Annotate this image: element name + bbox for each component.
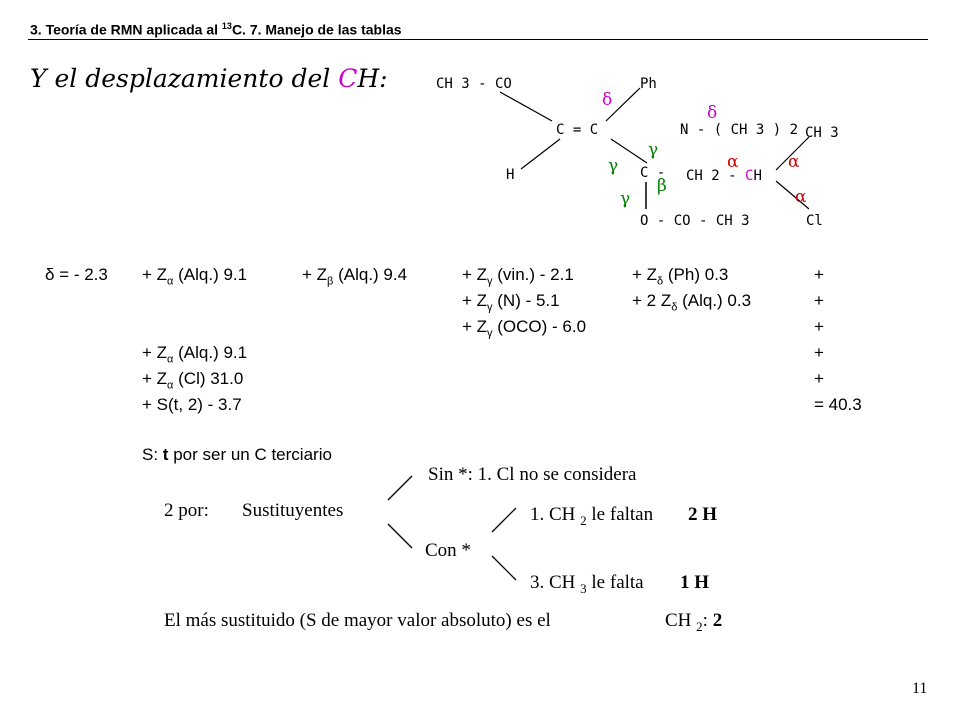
eq-result: = 40.3 <box>814 395 862 414</box>
tree-sustituyentes: Sustituyentes <box>242 500 344 521</box>
tree-two-por: 2 por: <box>164 500 209 521</box>
tree-item-ch3-count: 1 H <box>680 572 710 593</box>
conclusion-text: El más sustituido (S de mayor valor absoluto) es el <box>164 610 551 631</box>
eq-term-z: + 2 Z <box>632 291 672 310</box>
answer-sub: 2 <box>696 618 703 634</box>
item-ch3-rest: le falta <box>586 572 644 593</box>
title-h: H <box>357 64 380 93</box>
note-prefix: S: <box>142 445 163 464</box>
tree-item-ch2-count: 2 H <box>688 504 718 525</box>
tree-sin: Sin *: 1. Cl no se considera <box>428 464 637 485</box>
gamma-marker-1: γ <box>648 140 659 160</box>
tree-item-ch3 <box>530 572 644 597</box>
eq-plus-3: + <box>814 317 824 336</box>
title-colon: : <box>379 64 388 93</box>
eq-sub: α <box>167 275 174 288</box>
eq-term-z: + Z <box>302 265 328 284</box>
gamma-marker-3: γ <box>620 189 631 209</box>
eq-term-z: + Z <box>142 265 168 284</box>
eq-plus-1: + <box>814 265 824 284</box>
eq-term-value: (Alq.) 9.1 <box>173 265 248 284</box>
note-bold-t: t <box>162 445 169 464</box>
item-ch2-sub: 2 <box>580 512 587 528</box>
eq-sub: β <box>327 275 334 288</box>
item-ch2-text: 1. CH <box>530 504 581 525</box>
alpha-marker-1: α <box>727 152 739 172</box>
gamma-marker-2: γ <box>608 156 619 176</box>
conclusion-answer <box>665 610 722 635</box>
ch3co-label: CH 3 - CO <box>436 76 512 92</box>
eq-term-z: + Z <box>142 369 168 388</box>
eq-plus-4: + <box>814 343 824 362</box>
tree-item-ch2 <box>530 504 653 529</box>
item-ch2-rest: le faltan <box>586 504 654 525</box>
eq-sub: γ <box>487 275 493 288</box>
ph-label: Ph <box>640 76 657 92</box>
eq-term-value: (Alq.) 9.1 <box>173 343 248 362</box>
note-text: por ser un C terciario <box>168 445 332 464</box>
ch2-label: CH 2 - <box>686 168 746 184</box>
title-text: Y el desplazamiento del <box>30 64 339 93</box>
eq-term-value: (N) - 5.1 <box>492 291 560 310</box>
ch-carbon: C <box>745 168 754 184</box>
eq-term-z: + Z <box>462 317 488 336</box>
beta-marker: β <box>657 176 667 196</box>
eq-sub: δ <box>671 301 678 314</box>
answer-colon: : <box>702 610 713 631</box>
eq-term-z: + Z <box>462 265 488 284</box>
ch3-top-label: CH 3 <box>805 125 839 141</box>
item-ch3-text: 3. CH <box>530 572 581 593</box>
h-label: H <box>506 167 515 183</box>
eq-term-value: (Cl) 31.0 <box>173 369 244 388</box>
c-dash-label: C - <box>640 165 666 181</box>
delta-marker-2: δ <box>707 103 718 123</box>
eq-term-value: (Ph) 0.3 <box>663 265 729 284</box>
page-number: 11 <box>912 680 928 697</box>
eq-plus-2: + <box>814 291 824 310</box>
header-superscript: 13 <box>221 21 232 31</box>
eq-term-value: (vin.) - 2.1 <box>492 265 574 284</box>
eq-sub: δ <box>657 275 664 288</box>
delta-marker-1: δ <box>602 90 613 110</box>
eq-plus-5: + <box>814 369 824 388</box>
eq-term-value: (OCO) - 6.0 <box>492 317 587 336</box>
n-group-label: N - ( CH 3 ) 2 <box>680 122 799 138</box>
answer-value: 2 <box>712 610 723 631</box>
eq-sub: α <box>167 379 174 392</box>
answer-ch: CH <box>665 610 697 631</box>
c-eq-c-label: C = C <box>556 122 599 138</box>
eq-sub: γ <box>487 301 493 314</box>
eq-s-term: + S(t, 2) - 3.7 <box>142 395 242 414</box>
ch-hydrogen: H <box>753 168 762 184</box>
o-co-label: O - CO - CH 3 <box>640 213 750 229</box>
cl-label: Cl <box>806 213 823 229</box>
eq-sub: α <box>167 353 174 366</box>
eq-term-z: + Z <box>462 291 488 310</box>
eq-term-value: (Alq.) 9.4 <box>333 265 408 284</box>
header-text-start: 3. Teoría de RMN aplicada al <box>30 21 222 38</box>
alpha-marker-3: α <box>795 187 807 207</box>
alpha-marker-2: α <box>788 152 800 172</box>
eq-term-z: + Z <box>142 343 168 362</box>
title-c: C <box>338 64 358 93</box>
eq-sub: γ <box>487 327 493 340</box>
header-text-end: C. 7. Manejo de las tablas <box>231 21 402 38</box>
eq-term-value: (Alq.) 0.3 <box>677 291 752 310</box>
eq-term-z: + Z <box>632 265 658 284</box>
item-ch3-sub: 3 <box>580 580 587 596</box>
tree-con: Con * <box>425 540 471 561</box>
eq-delta-base: δ = - 2.3 <box>45 265 108 284</box>
